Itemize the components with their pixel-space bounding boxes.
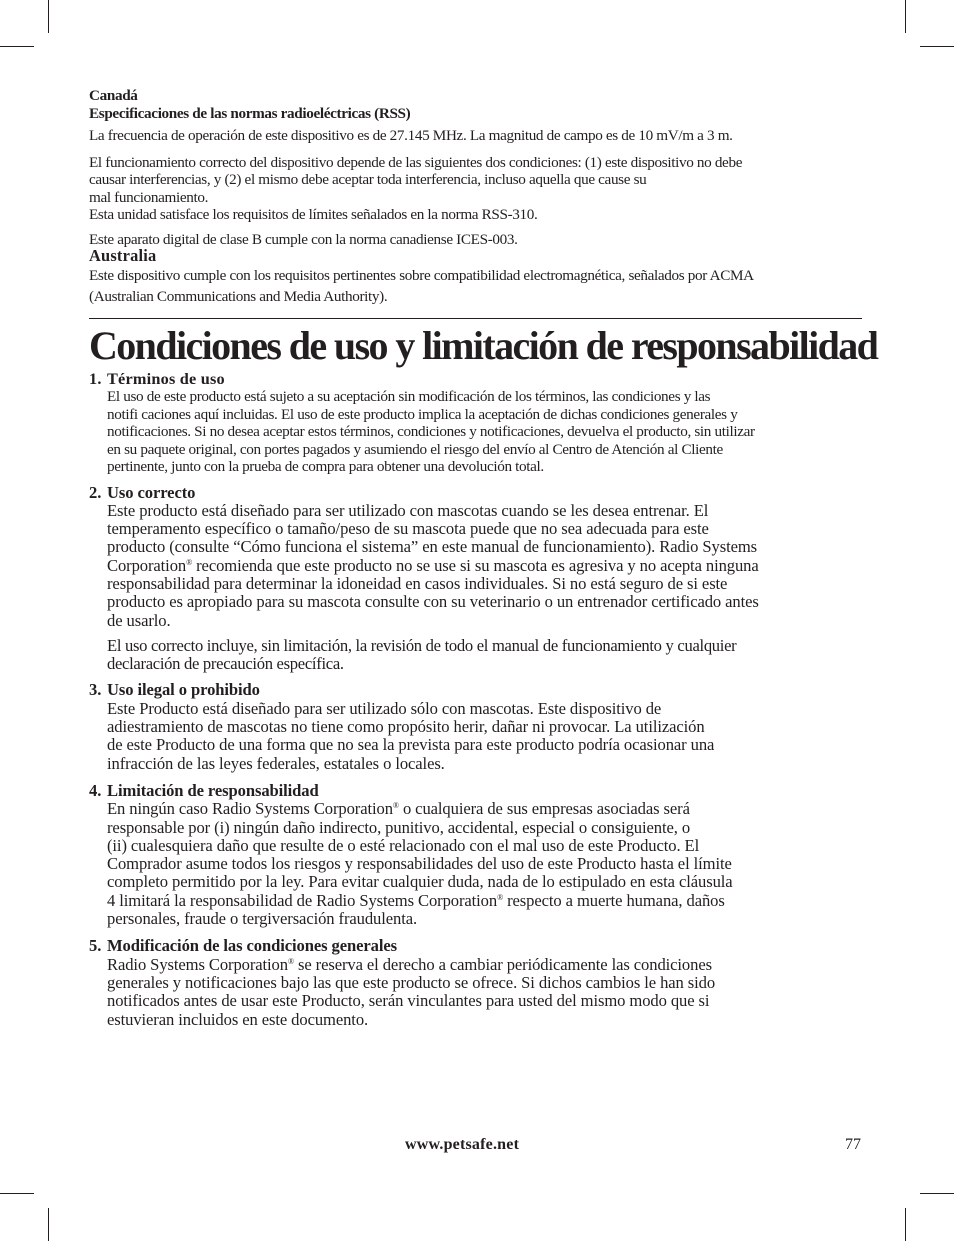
text-line: producto (consulte “Cómo funciona el sistema” en este manual de funcionamiento). Radio Systems	[107, 537, 758, 557]
text-line	[107, 800, 864, 818]
text-line: Este producto está diseñado para ser utilizado con mascotas cuando se les desea entrenar. El	[107, 500, 709, 520]
section-header	[89, 482, 864, 502]
crop-mark	[48, 0, 49, 33]
text-line: notificaciones. Si no desea aceptar estos términos, condiciones y notificaciones, devuelva el producto, sin utilizar	[107, 423, 755, 440]
text-run: se reserva el derecho a cambiar periódicamente las condiciones	[293, 954, 712, 974]
section-heading: Uso ilegal o prohibido	[107, 680, 260, 700]
text-line: generales y notificaciones bajo las que este producto se ofrece. Si dichos cambios le han sido	[107, 972, 716, 992]
text-line: notificados antes de usar este Producto, serán vinculantes para usted del mismo modo que si	[107, 991, 710, 1011]
section-heading: Limitación de responsabilidad	[107, 780, 319, 800]
text-run: Corporation	[107, 555, 187, 575]
section-number: 2.	[89, 482, 102, 502]
section-body	[107, 502, 864, 630]
text-line: personales, fraude o tergiversación fraudulenta.	[107, 909, 418, 929]
section-heading: Términos de uso	[107, 369, 225, 388]
crop-mark	[48, 1208, 49, 1241]
text-line: (ii) cualesquiera daño que resulte de o esté relacionado con el mal uso de este Producto. El	[107, 835, 700, 855]
text-line: temperamento específico o tamaño/peso de su mascota puede que no sea adecuada para este	[107, 519, 709, 539]
text-line: causar interferencias, y (2) el mismo debe aceptar toda interferencia, incluso aquella que cause su	[89, 171, 647, 188]
section-body	[107, 956, 864, 1029]
registered-mark: ®	[186, 557, 193, 567]
page-title: Condiciones de uso y limitación de responsabilidad	[89, 323, 878, 368]
text-line: adiestramiento de mascotas no tiene como propósito herir, dañar ni provocar. La utilización	[107, 717, 705, 737]
text-line: pertinente, junto con la prueba de compra para obtener una devolución total.	[107, 458, 544, 475]
canada-paragraph: Esta unidad satisface los requisitos de límites señalados en la norma RSS-310.	[89, 206, 538, 223]
section-body	[107, 388, 864, 476]
text-line	[107, 892, 864, 910]
footer-url: www.petsafe.net	[405, 1136, 520, 1153]
text-line	[107, 956, 864, 974]
australia-section	[89, 247, 864, 307]
section-terms-modification	[89, 937, 864, 1028]
text-line: responsabilidad para determinar la idoneidad en casos individuales. Si no está seguro de si este	[107, 573, 728, 593]
text-run: Radio Systems Corporation	[107, 954, 288, 974]
section-body	[107, 800, 864, 928]
text-line: Este Producto está diseñado para ser utilizado sólo con mascotas. Este dispositivo de	[107, 698, 662, 718]
text-line: declaración de precaución específica.	[107, 654, 344, 674]
text-line: infracción de las leyes federales, estatales o locales.	[107, 753, 445, 773]
page-number: 77	[845, 1136, 861, 1153]
text-line: estuvieran incluidos en este documento.	[107, 1009, 369, 1029]
text-line: de este Producto de una forma que no sea la prevista para este producto podría ocasionar una	[107, 735, 715, 755]
section-header	[89, 780, 864, 800]
registered-mark: ®	[392, 801, 399, 811]
text-line: mal funcionamiento.	[89, 188, 209, 206]
section-heading: Uso correcto	[107, 482, 196, 502]
text-line: producto es apropiado para su mascota consulte con su veterinario o un entrenador certificado antes	[107, 592, 759, 612]
text-line: (Australian Communications and Media Authority).	[89, 288, 388, 305]
crop-mark	[0, 1193, 34, 1194]
text-line: El uso de este producto está sujeto a su aceptación sin modificación de los términos, las condiciones y las	[107, 388, 711, 405]
canada-subheading: Especificaciones de las normas radioeléctricas (RSS)	[89, 104, 411, 122]
text-run: En ningún caso Radio Systems Corporation	[107, 799, 393, 819]
text-line	[107, 557, 864, 575]
text-run: o cualquiera de sus empresas asociadas será	[398, 799, 690, 819]
canada-paragraph: Este aparato digital de clase B cumple con la norma canadiense ICES-003.	[89, 230, 518, 248]
section-illegal-use	[89, 681, 864, 772]
crop-mark	[0, 46, 34, 47]
registered-mark: ®	[287, 956, 294, 966]
divider	[89, 318, 862, 319]
text-run: recomienda que este producto no se use si su mascota es agresiva y no acepta ninguna	[192, 555, 759, 575]
section-number: 5.	[89, 936, 102, 956]
canada-heading: Canadá	[89, 87, 138, 104]
canada-paragraph: La frecuencia de operación de este dispositivo es de 27.145 MHz. La magnitud de campo es de 10 mV/m a 3 m.	[89, 127, 733, 144]
text-line: responsable por (i) ningún daño indirecto, punitivo, accidental, especial o consiguiente, o	[107, 817, 691, 837]
text-line: completo permitido por la ley. Para evitar cualquier duda, nada de lo estipulado en esta cláusula	[107, 872, 733, 892]
text-run: 4 limitará la responsabilidad de Radio Systems Corporation	[107, 890, 498, 910]
crop-mark	[920, 46, 954, 47]
text-line: El funcionamiento correcto del dispositivo depende de las siguientes dos condiciones: (1) este dispositivo no debe	[89, 153, 743, 171]
section-heading: Modificación de las condiciones generales	[107, 936, 397, 956]
section-body	[107, 700, 864, 773]
crop-mark	[905, 1208, 906, 1241]
australia-paragraph	[89, 265, 864, 307]
text-line: notifi caciones aquí incluidas. El uso de este producto implica la aceptación de dichas condiciones generales y	[107, 405, 738, 423]
text-line: de usarlo.	[107, 610, 171, 630]
canada-paragraph	[89, 154, 864, 207]
australia-heading: Australia	[89, 246, 157, 265]
text-line: El uso correcto incluye, sin limitación, la revisión de todo el manual de funcionamiento y cualquier	[107, 635, 737, 655]
text-run: respecto a muerte humana, daños	[503, 890, 725, 910]
section-header	[89, 369, 864, 388]
section-liability-limitation	[89, 782, 864, 928]
section-body	[107, 637, 864, 674]
section-header	[89, 936, 864, 956]
section-header	[89, 680, 864, 700]
registered-mark: ®	[497, 892, 504, 902]
section-number: 3.	[89, 680, 102, 700]
crop-mark	[905, 0, 906, 33]
section-number: 4.	[89, 780, 102, 800]
section-terms-of-use	[89, 369, 864, 476]
section-correct-use	[89, 484, 864, 674]
section-number: 1.	[89, 369, 102, 388]
text-line: Este dispositivo cumple con los requisitos pertinentes sobre compatibilidad electromagnética, señalados por ACMA	[89, 267, 754, 284]
text-line: en su paquete original, con portes pagados y asumiendo el riesgo del envío al Centro de Atención al Cliente	[107, 440, 723, 458]
canada-section	[89, 87, 864, 248]
crop-mark	[920, 1193, 954, 1194]
text-line: Comprador asume todos los riesgos y responsabilidades del uso de este Producto hasta el límite	[107, 854, 732, 874]
page-content	[89, 87, 878, 1029]
